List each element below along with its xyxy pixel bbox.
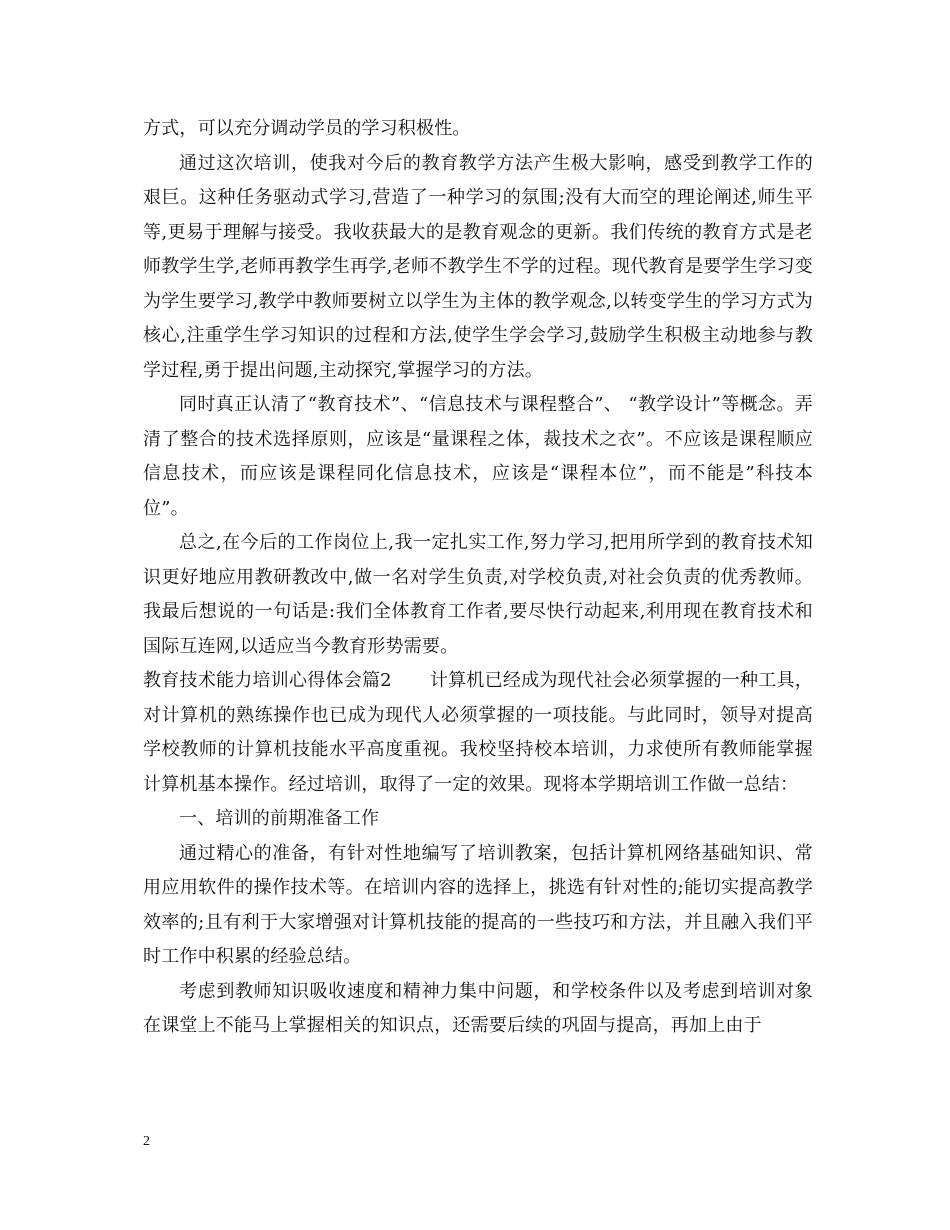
- document-body: [143, 112, 813, 1044]
- subheading-preparation: 一、培训的前期准备工作: [179, 808, 380, 829]
- paragraph-preparation: 通过精心的准备，有针对性地编写了培训教案，包括计算机网络基础知识、常用应用软件的操作技术等。在培训内容的选择上，挑选有针对性的;能切实提高教学效率的;且有利于大家增强对计算机技能的提高的一些技巧和方法，并且融入我们平时工作中积累的经验总结。: [143, 842, 813, 967]
- section-intro: 计算机已经成为现代社会必须掌握的一种工具，对计算机的熟练操作也已成为现代人必须掌握的一项技能。与此同时，领导对提高学校教师的计算机技能水平高度重视。我校坚持校本培训，力求使所有教师能掌握计算机基本操作。经过培训，取得了一定的效果。现将本学期培训工作做一总结：: [143, 670, 813, 795]
- section-heading-line: [143, 664, 813, 802]
- paragraph-considerations: 考虑到教师知识吸收速度和精神力集中问题，和学校条件以及考虑到培训对象在课堂上不能马上掌握相关的知识点，还需要后续的巩固与提高，再加上由于: [143, 980, 813, 1036]
- paragraph-training-impact: 通过这次培训，使我对今后的教育教学方法产生极大影响，感受到教学工作的艰巨。这种任务驱动式学习,营造了一种学习的氛围;没有大而空的理论阐述,师生平等,更易于理解与接受。我收获最大的是教育观念的更新。我们传统的教育方式是老师教学生学,老师再教学生再学,老师不教学生不学的过程。现代教育是要学生学习变为学生要学习,教学中教师要树立以学生为主体的教学观念,以转变学生的学习方式为核心,注重学生学习知识的过程和方法,使学生学会学习,鼓励学生积极主动地参与教学过程,勇于提出问题,主动探究,掌握学习的方法。: [143, 152, 813, 381]
- paragraph-conclusion: 总之,在今后的工作岗位上,我一定扎实工作,努力学习,把用所学到的教育技术知识更好地应用教研教改中,做一名对学生负责,对学校负责,对社会负责的优秀教师。我最后想说的一句话是:我们全体教育工作者,要尽快行动起来,利用现在教育技术和国际互连网,以适应当今教育形势需要。: [143, 532, 813, 657]
- paragraph-concepts: 同时真正认清了“教育技术”、“信息技术与课程整合”、 “教学设计”等概念。弄清了整合的技术选择原则，应该是“量课程之体，裁技术之衣”。不应该是课程顺应信息技术，而应该是课程同化信息技术，应该是“课程本位”，而不能是”科技本位”。: [143, 394, 813, 519]
- page-number: 2: [143, 1134, 150, 1149]
- section-title: 教育技术能力培训心得体会篇2: [143, 670, 392, 691]
- paragraph-continuation: 方式，可以充分调动学员的学习积极性。: [143, 118, 471, 139]
